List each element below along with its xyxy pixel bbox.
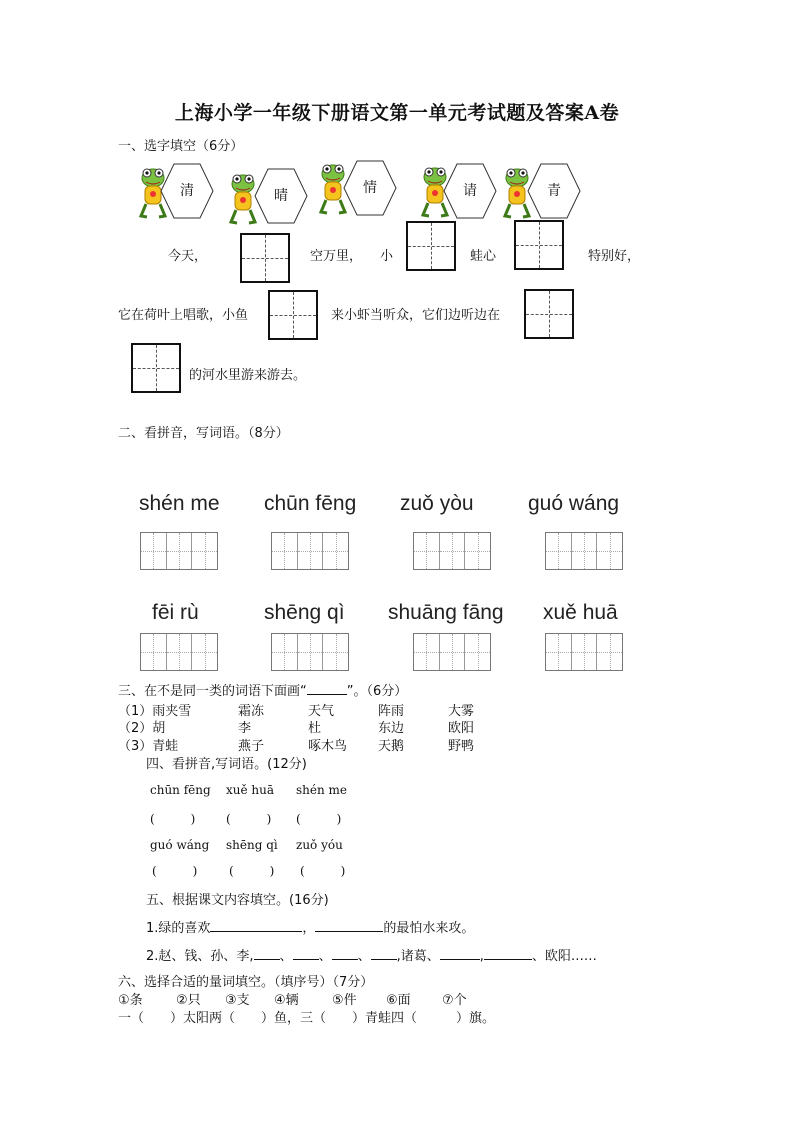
fill-blank[interactable] <box>440 945 480 960</box>
fill-blank[interactable] <box>371 945 397 960</box>
pinyin-label: shēng qì <box>226 838 278 852</box>
hex-char-2: 晴 <box>254 168 308 224</box>
hex-char-4: 请 <box>443 163 497 219</box>
s6-question-line: 一（ ）太阳两（ ）鱼，三（ ）青蛙四（ ）旗。 <box>118 1011 496 1026</box>
hex-char-1: 清 <box>160 163 214 219</box>
tianzige-box[interactable] <box>268 290 318 340</box>
answer-parens[interactable]: ( ) <box>296 812 342 826</box>
s1-text: 来小虾当听众，它们边听边在 <box>331 308 501 323</box>
pinyin-label: zuǒ yóu <box>296 838 343 852</box>
underline-sample <box>307 680 347 695</box>
pinyin-label: shén me <box>296 783 348 797</box>
s3-word[interactable]: 李 <box>238 721 252 736</box>
answer-parens[interactable]: ( ) <box>300 864 346 878</box>
pinyin-label: shēng qì <box>264 601 345 624</box>
section-1-heading: 一、选字填空（6分） <box>118 139 244 154</box>
option: ②只 <box>176 993 201 1008</box>
s5-line-2: 2.赵、钱、孙、李, 、 、 、 ,诸葛、 , 、欧阳…… <box>146 945 597 964</box>
section-6-heading: 六、选择合适的量词填空。（填序号）（7分） <box>118 975 374 990</box>
fill-blank[interactable] <box>315 917 383 932</box>
fill-blank[interactable] <box>484 945 532 960</box>
section-3-heading: 三、在不是同一类的词语下面画“ ”。（6分） <box>118 680 407 699</box>
pinyin-label: xuě huā <box>226 783 275 797</box>
option: ⑥面 <box>386 993 411 1008</box>
pinyin-label: zuǒ yòu <box>400 492 474 515</box>
pinyin-label: shuāng fāng <box>388 601 504 624</box>
pinyin-label: chūn fēng <box>150 783 211 797</box>
tianzige-box[interactable] <box>524 289 574 339</box>
s3-row-3-label: （3）青蛙 <box>118 739 179 754</box>
page-title: 上海小学一年级下册语文第一单元考试题及答案A卷 <box>174 102 620 124</box>
s3-word[interactable]: 东边 <box>378 721 405 736</box>
pinyin-label: xuě huā <box>543 601 618 624</box>
s5-line-1: 1.绿的喜欢 ， 的最怕水来攻。 <box>146 917 474 936</box>
fill-blank[interactable] <box>210 917 302 932</box>
tianzige-box[interactable] <box>406 221 456 271</box>
writing-grid[interactable] <box>545 633 623 671</box>
option: ④辆 <box>274 993 299 1008</box>
s3-word[interactable]: 欧阳 <box>448 721 475 736</box>
s1-text: 今天， <box>168 249 208 264</box>
s3-word[interactable]: 天气 <box>308 704 335 719</box>
s3-word[interactable]: 燕子 <box>238 739 265 754</box>
fill-blank[interactable] <box>332 945 358 960</box>
s3-word[interactable]: 霜冻 <box>238 704 265 719</box>
writing-grid[interactable] <box>140 532 218 570</box>
s3-word[interactable]: 阵雨 <box>378 704 405 719</box>
option: ⑦个 <box>442 993 467 1008</box>
option: ⑤件 <box>332 993 357 1008</box>
s3-word[interactable]: 野鸭 <box>448 739 475 754</box>
s1-text: 蛙心 <box>470 249 497 264</box>
pinyin-label: guó wáng <box>150 838 210 852</box>
answer-parens[interactable]: ( ) <box>152 864 198 878</box>
writing-grid[interactable] <box>413 532 491 570</box>
answer-parens[interactable]: ( ) <box>150 812 196 826</box>
hex-char-5: 青 <box>527 163 581 219</box>
tianzige-box[interactable] <box>240 233 290 283</box>
writing-grid[interactable] <box>140 633 218 671</box>
writing-grid[interactable] <box>271 532 349 570</box>
writing-grid[interactable] <box>271 633 349 671</box>
tianzige-box[interactable] <box>514 220 564 270</box>
option: ③支 <box>225 993 250 1008</box>
fill-blank[interactable] <box>293 945 319 960</box>
s3-word[interactable]: 大雾 <box>448 704 475 719</box>
pinyin-label: guó wáng <box>528 492 620 515</box>
writing-grid[interactable] <box>545 532 623 570</box>
section-2-heading: 二、看拼音，写词语。（8分） <box>118 426 289 441</box>
writing-grid[interactable] <box>413 633 491 671</box>
section-5-heading: 五、根据课文内容填空。(16分) <box>146 893 329 908</box>
s1-text: 小 <box>380 249 394 264</box>
tianzige-box[interactable] <box>131 343 181 393</box>
option: ①条 <box>118 993 143 1008</box>
fill-blank[interactable] <box>254 945 280 960</box>
pinyin-label: chūn fēng <box>264 492 357 515</box>
hex-char-3: 情 <box>343 160 397 216</box>
s3-word[interactable]: 天鹅 <box>378 739 405 754</box>
s3-row-1-label: （1）雨夹雪 <box>118 704 192 719</box>
answer-parens[interactable]: ( ) <box>226 812 272 826</box>
s1-text: 特别好， <box>588 249 641 264</box>
s1-text: 的河水里游来游去。 <box>189 368 307 383</box>
section-4-heading: 四、看拼音,写词语。(12分) <box>146 757 307 772</box>
pinyin-label: shén me <box>139 492 220 515</box>
answer-parens[interactable]: ( ) <box>229 864 275 878</box>
pinyin-label: fēi rù <box>152 601 199 624</box>
s3-row-2-label: （2）胡 <box>118 721 166 736</box>
s3-word[interactable]: 啄木鸟 <box>308 739 348 754</box>
s1-text: 空万里， <box>310 249 363 264</box>
s1-text: 它在荷叶上唱歌，小鱼 <box>118 308 249 323</box>
s3-word[interactable]: 杜 <box>308 721 322 736</box>
